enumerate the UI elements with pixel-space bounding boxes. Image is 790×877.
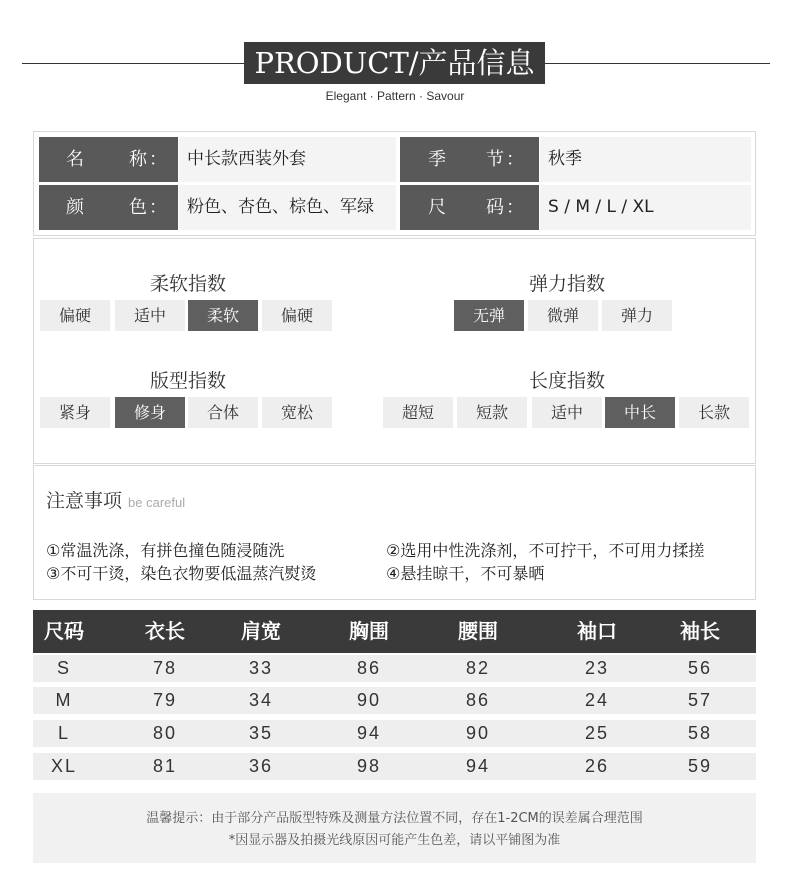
table-cell: 94: [356, 723, 382, 743]
column-header: 袖口: [577, 619, 617, 643]
size-table-header: [33, 610, 756, 653]
season-label: 季 节 ：: [400, 137, 539, 182]
table-cell: 33: [248, 658, 274, 678]
table-cell: 94: [465, 756, 491, 776]
fit-option-unselected: 宽松: [262, 397, 332, 428]
table-cell: 98: [356, 756, 382, 776]
column-header: 腰围: [458, 619, 498, 643]
name-label: 名 称 ：: [39, 137, 178, 182]
table-cell: XL: [50, 756, 78, 776]
table-cell: L: [57, 723, 70, 743]
length-option-unselected: 超短: [383, 397, 453, 428]
care-note: ③不可干烫，染色衣物要低温蒸汽熨烫: [46, 564, 317, 583]
length-option-selected: 中长: [605, 397, 675, 428]
table-cell: 26: [584, 756, 610, 776]
table-row: [33, 753, 756, 780]
fit-option-unselected: 合体: [188, 397, 258, 428]
table-cell: 86: [356, 658, 382, 678]
table-cell: 34: [248, 690, 274, 710]
softness-option-unselected: 偏硬: [40, 300, 110, 331]
table-cell: 35: [248, 723, 274, 743]
care-notes-title-en: be careful: [128, 495, 186, 510]
table-cell: 86: [465, 690, 491, 710]
table-cell: 78: [152, 658, 178, 678]
column-header: 肩宽: [241, 619, 281, 643]
care-notes-panel: [33, 465, 756, 600]
table-row: [33, 720, 756, 747]
softness-index-title: 柔软指数: [150, 273, 227, 295]
tip-panel: [33, 793, 756, 863]
table-cell: 79: [152, 690, 178, 710]
fit-index-title: 版型指数: [150, 370, 227, 392]
table-cell: 90: [356, 690, 382, 710]
table-cell: 23: [584, 658, 610, 678]
size-label: 尺 码 ：: [400, 185, 539, 230]
table-cell: S: [56, 658, 71, 678]
name-value: 中长款西装外套: [179, 137, 396, 182]
care-note: ②选用中性洗涤剂，不可拧干，不可用力揉搓: [386, 541, 705, 560]
table-cell: 81: [152, 756, 178, 776]
table-cell: M: [55, 690, 73, 710]
fit-option-unselected: 紧身: [40, 397, 110, 428]
table-cell: 36: [248, 756, 274, 776]
section-subtitle: Elegant · Pattern · Savour: [325, 89, 465, 103]
table-row: [33, 655, 756, 682]
table-cell: 59: [687, 756, 713, 776]
table-row: [33, 687, 756, 714]
fabric-index-panel: [33, 238, 756, 464]
size-value: S / M / L / XL: [540, 185, 751, 230]
tip-line: *因显示器及拍摄光线原因可能产生色差，请以平铺图为准: [228, 833, 561, 848]
column-header: 胸围: [349, 619, 389, 643]
header-rule-left: [22, 63, 244, 64]
season-value: 秋季: [540, 137, 751, 182]
softness-option-unselected: 适中: [115, 300, 185, 331]
elasticity-option-unselected: 微弹: [528, 300, 598, 331]
elasticity-option-unselected: 弹力: [602, 300, 672, 331]
header-rule-right: [545, 63, 770, 64]
section-title: PRODUCT/产品信息: [244, 42, 545, 84]
table-cell: 56: [687, 658, 713, 678]
product-info-panel: [33, 131, 756, 236]
fit-option-selected: 修身: [115, 397, 185, 428]
elasticity-index-title: 弹力指数: [529, 273, 606, 295]
column-header: 尺码: [44, 619, 84, 643]
table-cell: 80: [152, 723, 178, 743]
table-cell: 82: [465, 658, 491, 678]
column-header: 衣长: [145, 619, 185, 643]
table-cell: 24: [584, 690, 610, 710]
care-notes-title: 注意事项 be careful: [46, 490, 186, 512]
softness-option-selected: 柔软: [188, 300, 258, 331]
color-value: 粉色、杏色、棕色、军绿: [179, 185, 396, 230]
care-note: ④悬挂晾干，不可暴晒: [386, 564, 545, 583]
length-option-unselected: 适中: [532, 397, 602, 428]
length-option-unselected: 短款: [457, 397, 527, 428]
table-cell: 25: [584, 723, 610, 743]
softness-option-unselected: 偏硬: [262, 300, 332, 331]
care-note: ①常温洗涤，有拼色撞色随浸随洗: [46, 541, 285, 560]
length-option-unselected: 长款: [679, 397, 749, 428]
length-index-title: 长度指数: [529, 370, 606, 392]
table-cell: 90: [465, 723, 491, 743]
elasticity-option-selected: 无弹: [454, 300, 524, 331]
table-cell: 57: [687, 690, 713, 710]
column-header: 袖长: [680, 619, 720, 643]
table-cell: 58: [687, 723, 713, 743]
color-label: 颜 色 ：: [39, 185, 178, 230]
tip-line: 温馨提示：由于部分产品版型特殊及测量方法位置不同，存在1-2CM的误差属合理范围: [146, 811, 643, 826]
